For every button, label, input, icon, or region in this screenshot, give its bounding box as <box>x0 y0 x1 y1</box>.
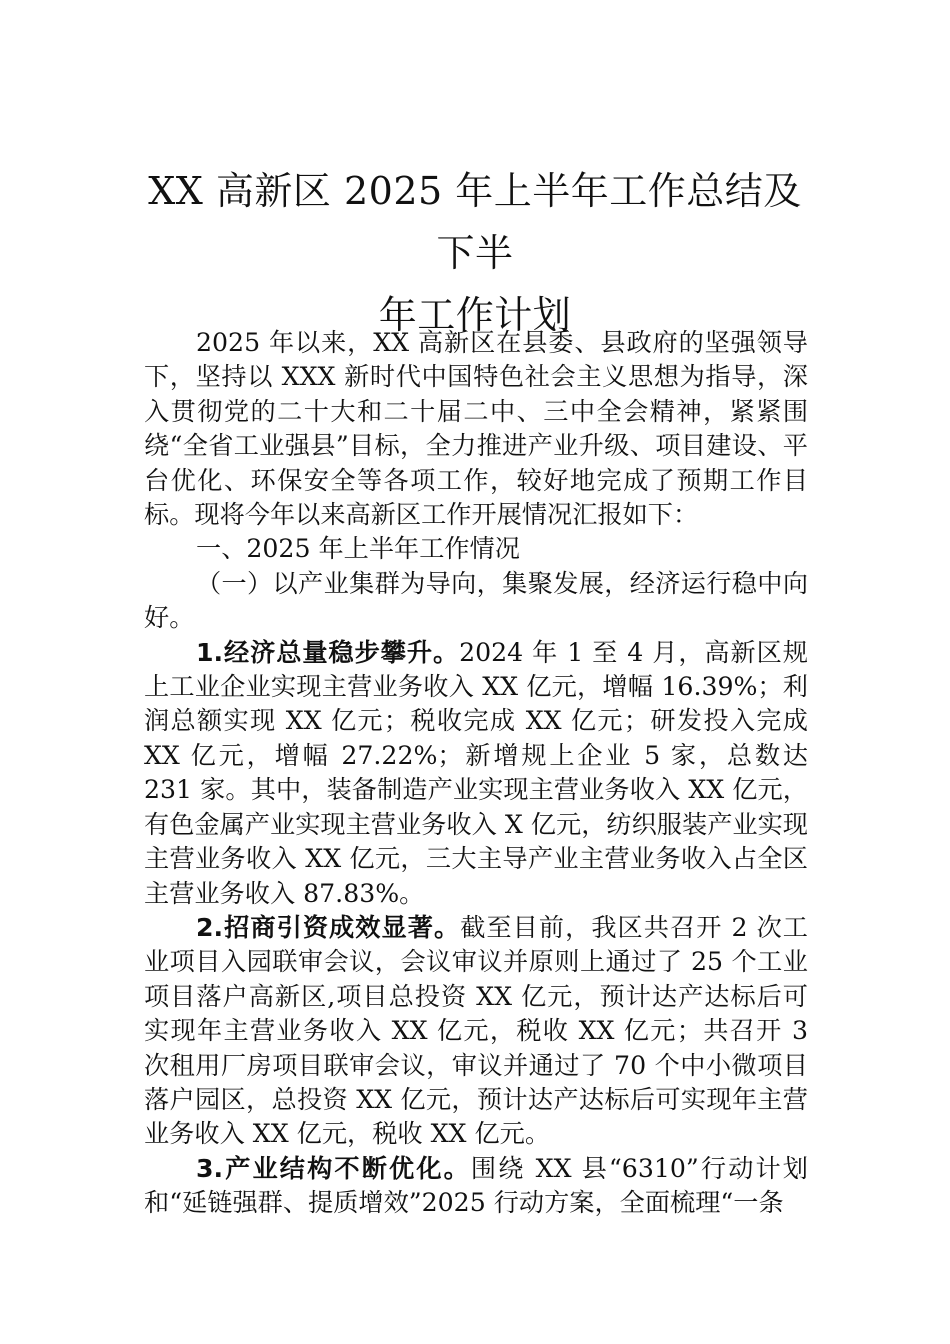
item-paragraph-3 <box>144 1152 808 1221</box>
document-body <box>144 326 808 1221</box>
section-heading: 一、2025 年上半年工作情况 <box>196 534 520 564</box>
item-2-text: 截至目前，我区共召开 2 次工业项目入园联审会议，会议审议并原则上通过了 25 个工业项目落户高新区,项目总投资 XX 亿元，预计达产达标后可实现年主营业务收入 XX 亿元，税收 XX 亿元；共召开 3 次租用厂房项目联审会议，审议并通过了 70 个中小微项目落户园区，总投资 XX 亿元，预计达产达标后可实现年主营业务收入 XX 亿元，税收 XX 亿元。 <box>144 912 808 1149</box>
item-paragraph-1 <box>144 636 808 911</box>
document-title-line-1: XX 高新区 2025 年上半年工作总结及下半 <box>148 169 802 275</box>
item-3-text: 围绕 XX 县“6310”行动计划和“延链强群、提质增效”2025 行动方案，全面梳理“一条 <box>144 1153 808 1218</box>
item-1-lead: 1.经济总量稳步攀升。 <box>196 637 460 667</box>
item-paragraph-2 <box>144 911 808 1152</box>
item-3-lead: 3.产业结构不断优化。 <box>196 1153 471 1183</box>
subsection-heading: （一）以产业集群为导向，集聚发展，经济运行稳中向好。 <box>144 568 808 633</box>
item-2-lead: 2.招商引资成效显著。 <box>196 912 461 942</box>
document-title-line-2: 年工作计划 <box>378 293 572 337</box>
item-1-text: 2024 年 1 至 4 月，高新区规上工业企业实现主营业务收入 XX 亿元，增幅 16.39%；利润总额实现 XX 亿元；税收完成 XX 亿元；研发投入完成 XX 亿元，增幅 27.22%；新增规上企业 5 家，总数达 231 家。其中，装备制造产业实现主营业务收入 XX 亿元，有色金属产业实现主营业务收入 X 亿元，纺织服装产业实现主营业务收入 XX 亿元，三大主导产业主营业务收入占全区主营业务收入 87.83%。 <box>144 637 808 908</box>
document-title <box>130 160 820 346</box>
intro-paragraph: 2025 年以来，XX 高新区在县委、县政府的坚强领导下，坚持以 XXX 新时代中国特色社会主义思想为指导，深入贯彻党的二十大和二十届二中、三中全会精神，紧紧围绕“全省工业强县”目标，全力推进产业升级、项目建设、平台优化、环保安全等各项工作，较好地完成了预期工作目标。现将今年以来高新区工作开展情况汇报如下： <box>144 328 808 530</box>
